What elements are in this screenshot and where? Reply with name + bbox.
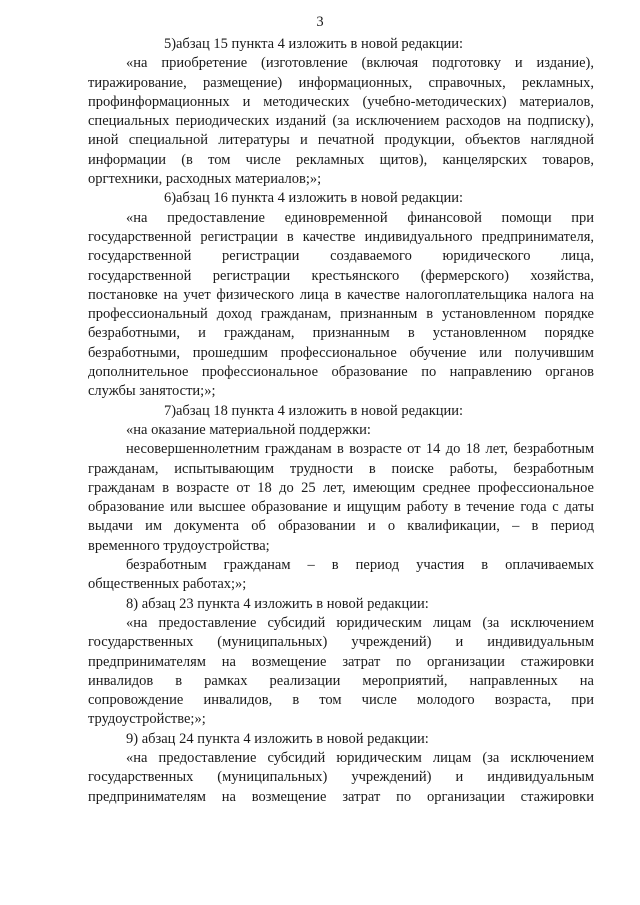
text-line: профессиональный доход гражданам, признанным в установленном порядке	[88, 306, 594, 323]
text-line: безработным гражданам – в период участия в оплачиваемых	[126, 557, 594, 574]
text-line: профинформационных и методических (учебно-методических) материалов,	[88, 93, 594, 110]
amendment-heading	[88, 35, 594, 54]
text-line: специальных периодических изданий (за исключением расходов на подписку),	[88, 113, 594, 130]
item-number: 5)	[164, 36, 177, 52]
text-line: инвалидов в рамках реализации мероприятий, направленных на	[88, 672, 594, 689]
amendment-item	[88, 402, 594, 421]
item-number: 6)	[164, 190, 177, 207]
paragraph	[88, 749, 594, 807]
amendment-heading	[88, 402, 594, 421]
text-line: постановке на учет физического лица в качестве налогоплательщика налога на	[88, 286, 594, 303]
text-line: сопровождение инвалидов, в том числе молодого возраста, при	[88, 692, 594, 709]
amendment-item	[88, 730, 594, 749]
text-line: общественных работах;»;	[88, 576, 247, 593]
item-text: абзац 16 пункта 4 изложить в новой редакции:	[176, 190, 464, 207]
text-line: «на предоставление единовременной финансовой помощи при	[126, 209, 594, 226]
amendment-item	[88, 595, 594, 614]
paragraph	[88, 421, 594, 440]
item-text: абзац 15 пункта 4 изложить в новой редакции:	[176, 36, 464, 52]
text-line: предпринимателям на возмещение затрат по организации стажировки	[88, 788, 594, 805]
paragraph	[88, 54, 594, 189]
text-line: оргтехники, расходных материалов;»;	[88, 171, 322, 188]
text-line: государственных (муниципальных) учреждений) и индивидуальным	[88, 769, 594, 786]
text-line: выдачи им документа об образовании и о квалификации, – в период	[88, 518, 594, 535]
text-line: временного трудоустройства;	[88, 537, 270, 554]
text-line: государственных (муниципальных) учреждений) и индивидуальным	[88, 634, 594, 651]
text-line: образование или высшее образование и ищущим работу в течение года с даты	[88, 499, 594, 516]
text-line: безработными, прошедшим профессиональное обучение или получившим	[88, 344, 594, 361]
page-number: 3	[316, 14, 324, 30]
item-number: 7)	[164, 402, 177, 419]
amendment-item	[88, 189, 594, 208]
text-line: «на оказание материальной поддержки:	[126, 421, 371, 438]
text-line: гражданам, испытывающим трудности в поиске работы, безработным	[88, 460, 594, 477]
text-line: информации (в том числе рекламных щитов), канцелярских товаров,	[88, 151, 594, 168]
text-line: дополнительное профессиональное образование по направлению органов	[88, 364, 594, 381]
text-line: предпринимателям на возмещение затрат по организации стажировки	[88, 653, 594, 670]
amendment-heading	[88, 189, 594, 208]
paragraph	[88, 556, 594, 595]
text-line: государственной регистрации создаваемого юридического лица,	[88, 248, 594, 265]
document-body	[88, 35, 594, 807]
text-line: «на предоставление субсидий юридическим лицам (за исключением	[126, 749, 594, 766]
text-line: гражданам в возрасте от 18 до 25 лет, имеющим среднее профессиональное	[88, 479, 594, 496]
text-line: «на предоставление субсидий юридическим лицам (за исключением	[126, 614, 594, 631]
text-line: службы занятости;»;	[88, 383, 216, 400]
text-line: несовершеннолетним гражданам в возрасте от 14 до 18 лет, безработным	[126, 441, 594, 458]
text-line: иной специальной литературы и печатной продукции, объектов наглядной	[88, 132, 594, 149]
amendment-heading: 8) абзац 23 пункта 4 изложить в новой редакции:	[126, 595, 429, 612]
item-text: абзац 18 пункта 4 изложить в новой редакции:	[176, 402, 464, 419]
text-line: безработными, и гражданам, признанным в установленном порядке	[88, 325, 594, 342]
amendment-heading: 9) абзац 24 пункта 4 изложить в новой редакции:	[126, 730, 429, 747]
text-line: государственной регистрации в качестве индивидуального предпринимателя,	[88, 228, 594, 245]
text-line: тиражирование, размещение) информационных, справочных, рекламных,	[88, 74, 594, 91]
amendment-item	[88, 35, 594, 54]
text-line: трудоустройстве;»;	[88, 711, 206, 728]
paragraph	[88, 440, 594, 556]
text-line: государственной регистрации крестьянского (фермерского) хозяйства,	[88, 267, 594, 284]
paragraph	[88, 614, 594, 730]
paragraph	[88, 209, 594, 402]
text-line: «на приобретение (изготовление (включая подготовку и издание),	[126, 55, 594, 72]
